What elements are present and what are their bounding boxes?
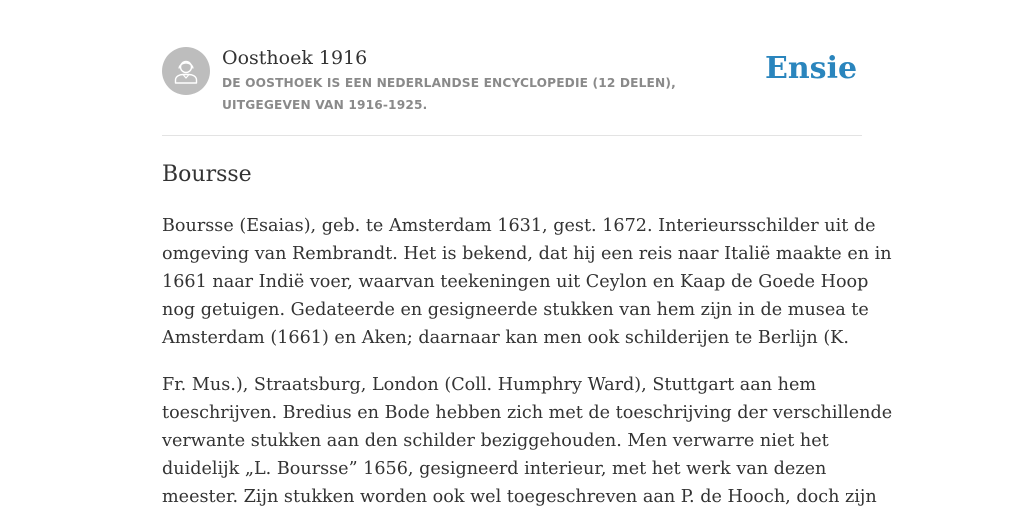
text-line: duidelijk „L. Boursse” 1656, gesigneerd interieur, met het werk van dezen <box>162 459 827 479</box>
source-title[interactable]: Oosthoek 1916 <box>222 47 368 69</box>
brand-logo[interactable]: Ensie <box>765 51 858 86</box>
text-line: verwante stukken aan den schilder beziggehouden. Men verwarre niet het <box>162 431 829 451</box>
text-line: omgeving van Rembrandt. Het is bekend, dat hij een reis naar Italië maakte en in <box>162 244 892 264</box>
source-description: DE OOSTHOEK IS EEN NEDERLANDSE ENCYCLOPEDIE (12 DELEN), UITGEGEVEN VAN 1916-1925. <box>222 76 676 112</box>
text-line: toeschrijven. Bredius en Bode hebben zich met de toeschrijving der verschillende <box>162 403 893 423</box>
user-icon <box>162 47 210 95</box>
text-line: 1661 naar Indië voer, waarvan teekeningen uit Ceylon en Kaap de Goede Hoop <box>162 272 869 292</box>
text-line: nog getuigen. Gedateerde en gesigneerde stukken van hem zijn in de musea te <box>162 300 869 320</box>
article-paragraph <box>162 371 893 511</box>
article-paragraph <box>162 212 892 352</box>
text-line: Amsterdam (1661) en Aken; daarnaar kan men ook schilderijen te Berlijn (K. <box>162 328 849 348</box>
article-body <box>162 212 893 512</box>
text-line: meester. Zijn stukken worden ook wel toegeschreven aan P. de Hooch, doch zijn <box>162 487 877 507</box>
page-title: Boursse <box>162 162 252 187</box>
avatar[interactable] <box>162 47 210 95</box>
text-line: Fr. Mus.), Straatsburg, London (Coll. Humphry Ward), Stuttgart aan hem <box>162 375 817 395</box>
source-header <box>162 46 862 136</box>
text-line: Boursse (Esaias), geb. te Amsterdam 1631, gest. 1672. Interieursschilder uit de <box>162 216 876 236</box>
